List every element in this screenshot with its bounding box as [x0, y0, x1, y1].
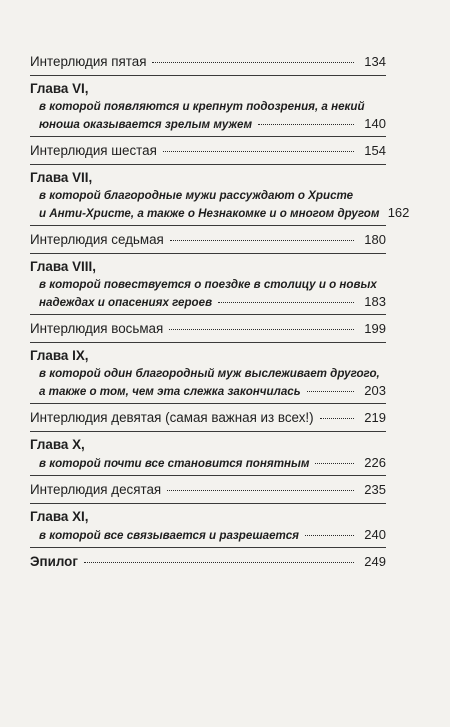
chapter-title: Глава VII,: [30, 170, 93, 185]
entry-title: Интерлюдия восьмая: [30, 321, 164, 336]
divider: [30, 503, 386, 504]
page-number: 240: [364, 527, 386, 542]
page-number: 134: [364, 54, 386, 69]
toc-entry-interlude-9: [30, 408, 386, 428]
dot-leader: [163, 150, 354, 152]
entry-title: Интерлюдия девятая (самая важная из всех!): [30, 410, 314, 425]
toc-entry-interlude-5: [30, 52, 386, 72]
divider: [30, 164, 386, 165]
entry-title: Интерлюдия пятая: [30, 54, 147, 69]
page-number: 219: [364, 410, 386, 425]
toc-entry-interlude-10: [30, 480, 386, 500]
dot-leader: [170, 239, 354, 241]
entry-title: Эпилог: [30, 554, 78, 569]
table-of-contents: [30, 52, 410, 572]
toc-entry-epilogue: [30, 552, 386, 572]
chapter-title: Глава VIII,: [30, 259, 96, 274]
divider: [30, 75, 386, 76]
entry-title: Интерлюдия шестая: [30, 143, 157, 158]
page-number: 162: [387, 205, 410, 220]
dot-leader: [169, 328, 354, 330]
toc-entry-interlude-8: [30, 319, 386, 339]
dot-leader: [320, 417, 354, 419]
chapter-description-line: в которой повествуется о поездке в столицу и о новых: [39, 278, 377, 291]
divider: [30, 403, 386, 404]
divider: [30, 342, 386, 343]
dot-leader: [167, 489, 354, 491]
chapter-title: Глава X,: [30, 437, 85, 452]
page-number: 203: [364, 383, 386, 398]
dot-leader: [218, 301, 354, 303]
chapter-description-line: надеждах и опасениях героев: [39, 296, 213, 309]
page-number: 249: [364, 554, 386, 569]
toc-entry-chapter-8: [30, 258, 386, 311]
page-number: 180: [364, 232, 386, 247]
divider: [30, 547, 386, 548]
toc-entry-chapter-7: [30, 169, 410, 222]
chapter-title: Глава IX,: [30, 348, 89, 363]
page-number: 199: [364, 321, 386, 336]
chapter-description-line: в которой все связывается и разрешается: [39, 529, 299, 542]
page-number: 226: [364, 455, 386, 470]
chapter-description-line: в которой появляются и крепнут подозрения, а некий: [39, 100, 365, 113]
divider: [30, 225, 386, 226]
chapter-description-line: а также о том, чем эта слежка закончилась: [39, 385, 301, 398]
toc-entry-interlude-7: [30, 230, 386, 250]
page-number: 140: [364, 116, 386, 131]
chapter-description-line: юноша оказывается зрелым мужем: [39, 118, 253, 131]
divider: [30, 314, 386, 315]
chapter-title: Глава XI,: [30, 509, 89, 524]
toc-entry-chapter-11: [30, 508, 386, 544]
chapter-description-line: в которой почти все становится понятным: [39, 457, 310, 470]
chapter-description-line: и Анти-Христе, а также о Незнакомке и о многом другом: [39, 207, 380, 220]
dot-leader: [305, 534, 354, 536]
dot-leader: [258, 123, 354, 125]
chapter-description-line: в которой один благородный муж выслеживает другого,: [39, 367, 380, 380]
page-number: 183: [364, 294, 386, 309]
chapter-description-line: в которой благородные мужи рассуждают о Христе: [39, 189, 354, 202]
page-number: 154: [364, 143, 386, 158]
entry-title: Интерлюдия седьмая: [30, 232, 164, 247]
divider: [30, 136, 386, 137]
divider: [30, 431, 386, 432]
toc-entry-interlude-6: [30, 141, 386, 161]
entry-title: Интерлюдия десятая: [30, 482, 162, 497]
divider: [30, 253, 386, 254]
divider: [30, 475, 386, 476]
chapter-title: Глава VI,: [30, 81, 89, 96]
toc-entry-chapter-9: [30, 347, 386, 400]
dot-leader: [152, 61, 354, 63]
page-number: 235: [364, 482, 386, 497]
dot-leader: [307, 390, 354, 392]
dot-leader: [84, 561, 354, 563]
toc-entry-chapter-6: [30, 80, 386, 133]
toc-entry-chapter-10: [30, 436, 386, 472]
dot-leader: [315, 462, 354, 464]
